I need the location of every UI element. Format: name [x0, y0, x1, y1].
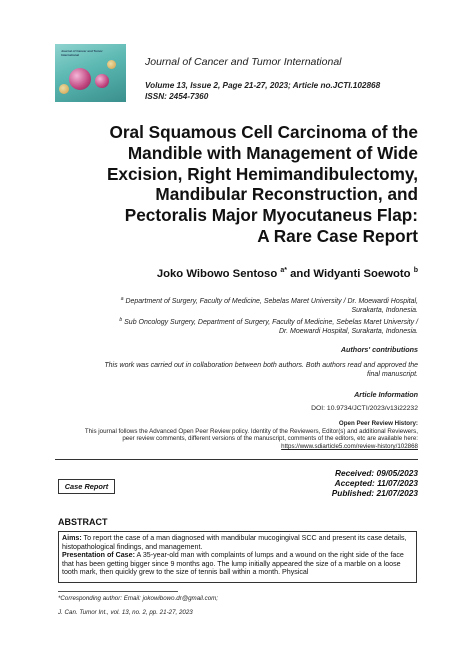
title-line: Oral Squamous Cell Carcinoma of the [109, 122, 418, 142]
affiliation-b [73, 316, 418, 336]
affiliation-text: Dr. Moewardi Hospital, Surakarta, Indonesia. [278, 327, 418, 335]
affiliation-text: Sub Oncology Surgery, Department of Surgery, Faculty of Medicine, Sebelas Maret University / [122, 319, 418, 326]
title-line: A Rare Case Report [257, 225, 418, 246]
affiliation-text: Surakarta, Indonesia. [351, 306, 418, 314]
published-date: Published: 21/07/2023 [331, 488, 418, 498]
peer-review-line: peer review comments, different versions of the manuscript, comments of the editors, etc are available here: [122, 435, 418, 443]
peer-review-line: This journal follows the Advanced Open Peer Review policy. Identity of the Reviewers, Editor(s) and additional Reviewers, [84, 428, 418, 435]
review-history-link[interactable]: https://www.sdiarticle5.com/review-history/102868 [281, 442, 418, 450]
accepted-date: Accepted: 11/07/2023 [334, 478, 418, 488]
article-type-badge: Case Report [58, 479, 115, 494]
title-line: Pectoralis Major Myocutaneus Flap: [124, 205, 418, 226]
author-affiliation-marker: b [413, 267, 418, 274]
abstract-presentation-label: Presentation of Case: [62, 551, 135, 560]
cover-cell-graphic [107, 60, 116, 69]
cover-cell-graphic [59, 84, 69, 94]
cover-cell-graphic [69, 68, 91, 90]
journal-volume-line: Volume 13, Issue 2, Page 21-27, 2023; Article no.JCTI.102868 [145, 81, 381, 90]
contributions-heading: Authors' contributions [340, 345, 418, 354]
contributions-text [53, 362, 418, 379]
affiliation-marker: b [119, 317, 123, 323]
footnote-divider [58, 591, 178, 592]
title-line: Excision, Right Hemimandibulectomy, [106, 163, 418, 184]
citation-footer: J. Can. Tumor Int., vol. 13, no. 2, pp. 21-27, 2023 [58, 609, 193, 616]
cover-cell-graphic [95, 74, 109, 88]
abstract-presentation-text: A 35-year-old man with complaints of lumps and a wound on the right side of the face that has been getting bigger since 9 months ago. The lump initially appeared the size of a marble on a loose tooth mark, then quickly grew to the size of tennis ball within a month. Physical [62, 551, 404, 577]
received-date: Received: 09/05/2023 [334, 468, 418, 478]
journal-name: Journal of Cancer and Tumor International [145, 56, 342, 68]
author-affiliation-marker: a* [280, 267, 288, 274]
contributions-line: This work was carried out in collaboration between both authors. Both authors read and approved the [104, 362, 418, 369]
journal-issn: ISSN: 2454-7360 [145, 92, 209, 101]
peer-review-heading: Open Peer Review History: [338, 420, 418, 427]
title-line: Mandibular Reconstruction, and [155, 184, 418, 205]
abstract-box [58, 531, 417, 583]
journal-cover-image [55, 44, 126, 102]
affiliation-a [73, 295, 418, 315]
title-line: Mandible with Management of Wide [127, 142, 418, 163]
corresponding-author-note: *Corresponding author: Email: jokowibowo.dr@gmail.com; [58, 595, 219, 602]
affiliation-text: Department of Surgery, Faculty of Medicine, Sebelas Maret University / Dr. Moewardi Hospital, [123, 298, 418, 305]
author-name: Joko Wibowo Sentoso [156, 268, 278, 280]
paper-title [38, 122, 418, 247]
affiliation-marker: a [120, 296, 124, 302]
abstract-aims-text: To report the case of a man diagnosed with mandibular mucogingival SCC and present its case details, histopathological findings, and management. [62, 534, 407, 551]
abstract-heading: ABSTRACT [58, 517, 108, 527]
author-list [157, 267, 418, 280]
section-divider [55, 459, 418, 460]
cover-title: Journal of Cancer and Tumor International [61, 49, 103, 57]
peer-review-text [38, 428, 418, 450]
author-name: Widyanti Soewoto [313, 268, 411, 280]
author-joiner: and [287, 268, 314, 280]
doi: DOI: 10.9734/JCTI/2023/v13i22232 [311, 405, 418, 412]
abstract-aims-label: Aims: [62, 534, 82, 542]
article-info-heading: Article Information [354, 390, 418, 399]
contributions-line: final manuscript. [367, 370, 418, 378]
